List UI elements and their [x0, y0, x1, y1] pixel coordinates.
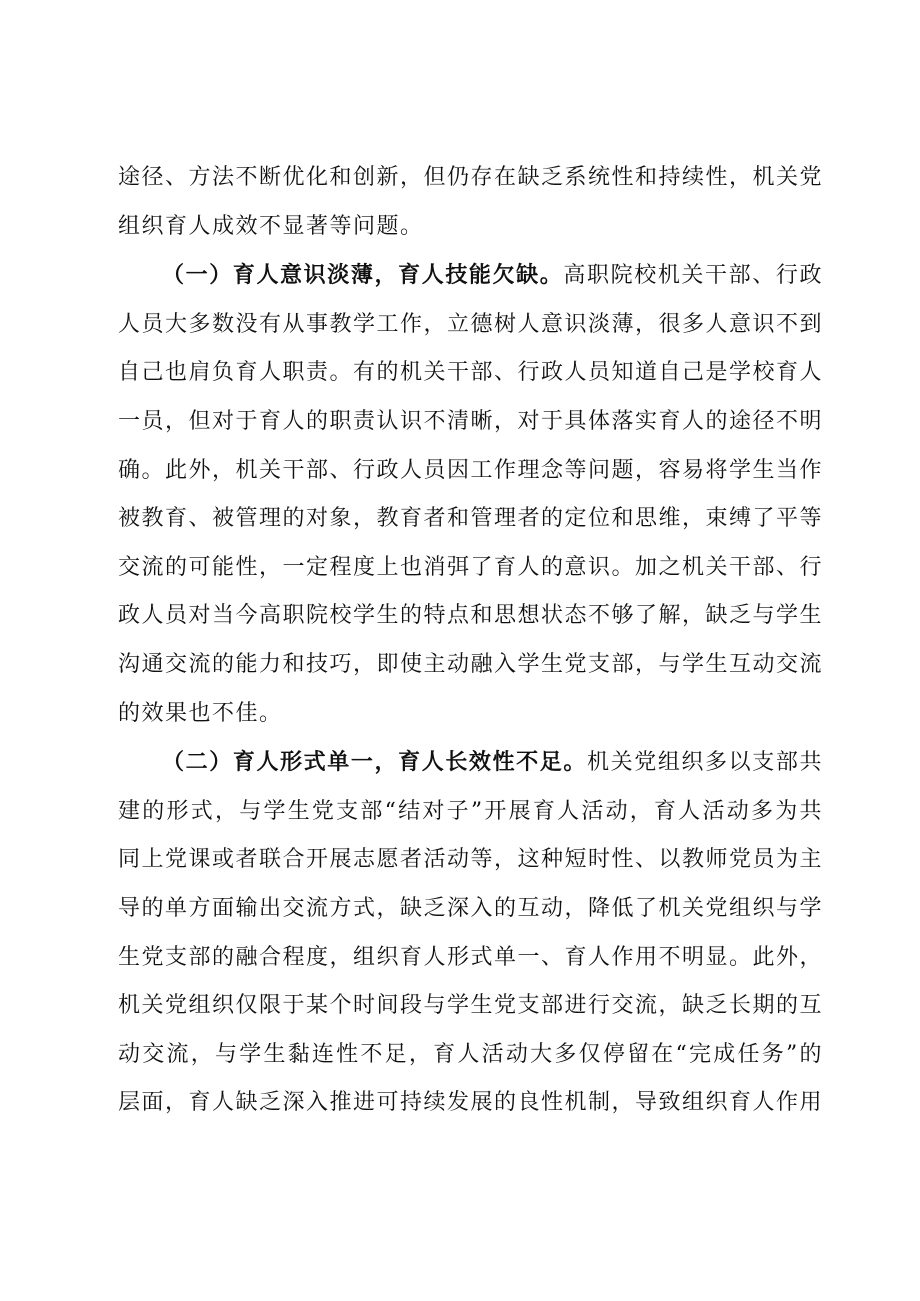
paragraph-continuation — [118, 154, 823, 251]
paragraph-section-two — [118, 738, 823, 1128]
paragraph-section-one — [118, 251, 823, 738]
paragraph-text: 途径、方法不断优化和创新，但仍存在缺乏系统性和持续性，机关党组织育人成效不显著等问题。 — [118, 165, 824, 239]
paragraph-text: 机关党组织多以支部共建的形式，与学生党支部“结对子”开展育人活动，育人活动多为共同上党课或者联合开展志愿者活动等，这种短时性、以教师党员为主导的单方面输出交流方式，缺乏深入的互动，降低了机关党组织与学生党支部的融合程度，组织育人形式单一、育人作用不明显。此外，机关党组织仅限于某个时间段与学生党支部进行交流，缺乏长期的互动交流，与学生黏连性不足，育人活动大多仅停留在“完成任务”的层面，育人缺乏深入推进可持续发展的良性机制，导致组织育人作用 — [118, 750, 824, 1116]
section-heading: （一）育人意识淡薄，育人技能欠缺。 — [162, 262, 564, 289]
section-heading: （二）育人形式单一，育人长效性不足。 — [162, 749, 587, 776]
paragraph-text: 高职院校机关干部、行政人员大多数没有从事教学工作，立德树人意识淡薄，很多人意识不到自己也肩负育人职责。有的机关干部、行政人员知道自己是学校育人一员，但对于育人的职责认识不清晰，对于具体落实育人的途径不明确。此外，机关干部、行政人员因工作理念等问题，容易将学生当作被教育、被管理的对象，教育者和管理者的定位和思维，束缚了平等交流的可能性，一定程度上也消弭了育人的意识。加之机关干部、行政人员对当今高职院校学生的特点和思想状态不够了解，缺乏与学生沟通交流的能力和技巧，即使主动融入学生党支部，与学生互动交流的效果也不佳。 — [118, 263, 824, 726]
document-body — [118, 154, 823, 1128]
